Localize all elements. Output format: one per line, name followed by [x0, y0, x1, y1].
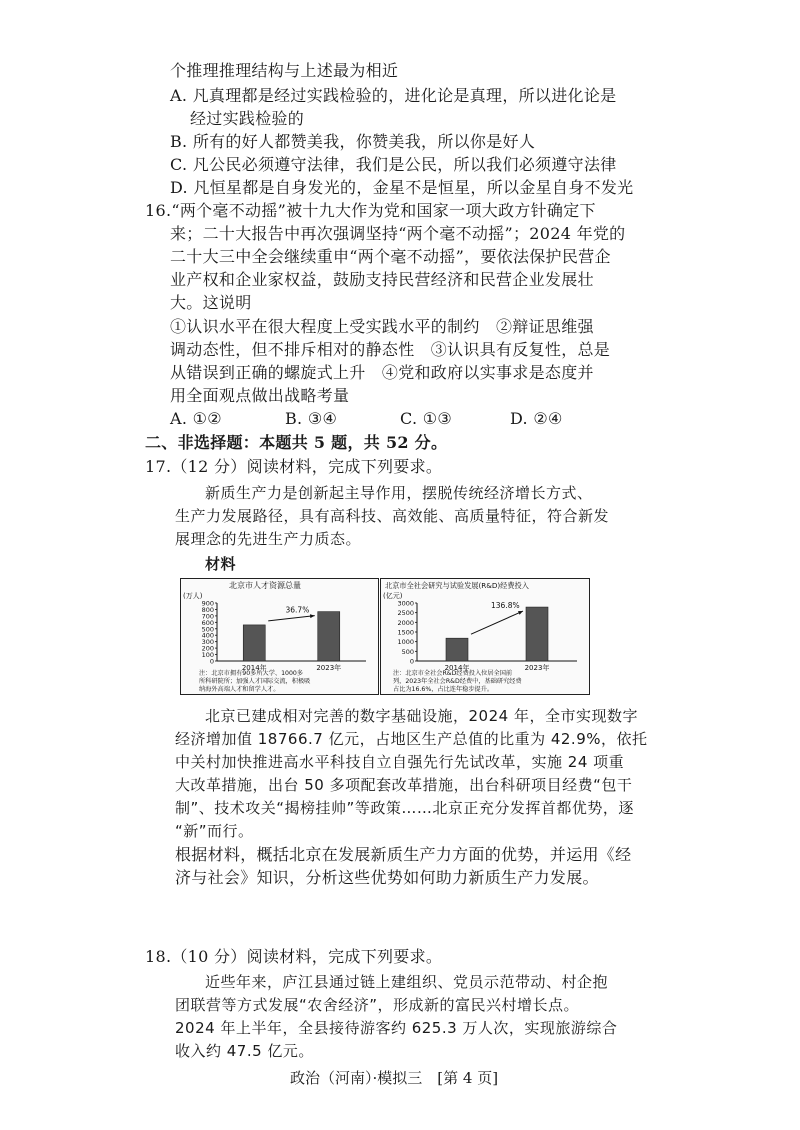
- chart-note: 注：北京市全社会R&D经费投入位居全国前: [393, 670, 513, 677]
- q18-body: 2024 年上半年，全县接待游客约 625.3 万人次，实现旅游综合: [175, 1019, 618, 1037]
- material-label: 材料: [205, 555, 237, 573]
- y-tick-label: 500: [401, 647, 414, 656]
- y-tick-label: 2000: [397, 618, 414, 627]
- q16-line: 业产权和企业家权益，鼓励支持民营经济和民营企业发展壮: [170, 270, 594, 289]
- q15-option-b: B. 所有的好人都赞美我，你赞美我，所以你是好人: [170, 132, 536, 151]
- page-footer: 政治（河南）·模拟三 [第 4 页]: [290, 1069, 499, 1087]
- q17-task: 济与社会》知识，分析这些优势如何助力新质生产力发展。: [175, 868, 599, 887]
- y-tick-label: 900: [201, 599, 214, 608]
- bar: [243, 625, 265, 661]
- bar: [446, 638, 468, 661]
- chart-note: 占比为16.6%，占比连年稳步提升。: [393, 686, 494, 693]
- q16-line: 用全面观点做出战略考量: [170, 386, 350, 405]
- chart-rd-svg: [381, 579, 589, 694]
- q16-line: 大。这说明: [170, 293, 252, 312]
- q15-option-a: A. 凡真理都是经过实践检验的，进化论是真理，所以进化论是: [170, 86, 617, 105]
- growth-arrow: [471, 611, 523, 634]
- chart-talent: [180, 578, 379, 695]
- q16-line: 16.“两个毫不动摇”被十九大作为党和国家一项大政方针确定下: [145, 201, 596, 220]
- x-tick-label: 2014年: [241, 664, 267, 672]
- chart-note: 纳海外高端人才和留学人才。: [199, 686, 280, 693]
- q17-body: 经济增加值 18766.7 亿元，占地区生产总值的比重为 42.9%，依托: [175, 730, 648, 748]
- q17-intro: 生产力发展路径，具有高科技、高效能、高质量特征，符合新发: [175, 507, 610, 525]
- q16-line: 二十大三中全会继续重申“两个毫不动摇”，要依法保护民营企: [170, 247, 611, 266]
- y-tick-label: 400: [201, 631, 214, 640]
- y-tick-label: 0: [409, 657, 414, 666]
- q17-body: 北京已建成相对完善的数字基础设施，2024 年，全市实现数字: [205, 707, 638, 725]
- y-tick-label: 3000: [397, 599, 414, 608]
- chart-note: 注：北京市拥有90多所大学、1000多: [199, 670, 304, 677]
- x-tick-label: 2023年: [524, 664, 550, 672]
- q16-line: 来；二十大报告中再次强调坚持“两个毫不动摇”；2024 年党的: [170, 224, 626, 243]
- q17-heading: 17.（12 分）阅读材料，完成下列要求。: [145, 457, 443, 476]
- y-tick-label: 600: [201, 618, 214, 627]
- q18-body: 收入约 47.5 亿元。: [175, 1042, 314, 1060]
- y-axis-label: (亿元): [383, 592, 403, 600]
- bar: [318, 612, 340, 661]
- x-tick-label: 2023年: [316, 664, 342, 672]
- q17-body: 中关村加快推进高水平科技自立自强先行先试改革，实施 24 项重: [175, 753, 625, 771]
- q16-choice-d: D. ②④: [510, 409, 563, 428]
- y-tick-label: 300: [201, 638, 214, 647]
- chart-rd: [380, 578, 590, 695]
- y-tick-label: 1000: [397, 638, 414, 647]
- q16-choice-a: A. ①②: [170, 409, 222, 428]
- q16-line: 从错误到正确的螺旋式上升 ④党和政府以实事求是态度并: [170, 363, 594, 382]
- y-tick-label: 700: [201, 612, 214, 621]
- q18-body: 团联营等方式发展“农舍经济”，形成新的富民兴村增长点。: [175, 996, 580, 1014]
- growth-arrow: [268, 616, 315, 621]
- y-tick-label: 200: [201, 644, 214, 653]
- chart-talent-svg: [181, 579, 378, 694]
- q15-option-d: D. 凡恒星都是自身发光的，金星不是恒星，所以金星自身不发光: [170, 178, 634, 197]
- q17-body: 大改革措施，出台 50 多项配套改革措施，出台科研项目经费“包干: [175, 776, 633, 794]
- q17-intro: 展理念的先进生产力质态。: [175, 530, 362, 548]
- growth-annotation: 36.7%: [285, 605, 310, 615]
- q16-choice-c: C. ①③: [400, 409, 453, 428]
- y-tick-label: 2500: [397, 609, 414, 618]
- y-tick-label: 0: [209, 657, 214, 666]
- y-tick-label: 500: [201, 625, 214, 634]
- q18-heading: 18.（10 分）阅读材料，完成下列要求。: [145, 947, 443, 966]
- chart-title: 北京市人才资源总量: [229, 581, 301, 590]
- q17-body: 制”、技术攻关“揭榜挂帅”等政策……北京正充分发挥首都优势，逐: [175, 799, 634, 817]
- chart-note: 列，2023年全社会R&D经费中，基础研究经费: [393, 678, 522, 685]
- growth-annotation: 136.8%: [491, 601, 520, 611]
- q16-line: ①认识水平在很大程度上受实践水平的制约 ②辩证思维强: [170, 317, 594, 336]
- y-tick-label: 100: [201, 651, 214, 660]
- bar: [526, 607, 548, 661]
- q16-line: 调动态性，但不排斥相对的静态性 ③认识具有反复性，总是: [170, 340, 611, 359]
- q17-body: “新”而行。: [175, 822, 254, 840]
- q17-intro: 新质生产力是创新起主导作用，摆脱传统经济增长方式、: [205, 484, 593, 502]
- x-tick-label: 2014年: [444, 664, 470, 672]
- q18-body: 近些年来，庐江县通过链上建组织、党员示范带动、村企抱: [205, 973, 609, 991]
- q15-tail: 个推理推理结构与上述最为相近: [170, 61, 399, 80]
- q16-choice-b: B. ③④: [285, 409, 338, 428]
- section-heading: 二、非选择题：本题共 5 题，共 52 分。: [145, 433, 448, 452]
- y-tick-label: 800: [201, 605, 214, 614]
- q15-option-a-cont: 经过实践检验的: [190, 109, 305, 128]
- chart-note: 所科研院所；加强人才国际交流，积极吸: [199, 678, 311, 685]
- q17-task: 根据材料，概括北京在发展新质生产力方面的优势，并运用《经: [175, 845, 632, 864]
- chart-title: 北京市全社会研究与试验发展(R&D)经费投入: [385, 581, 529, 590]
- y-tick-label: 1500: [397, 628, 414, 637]
- q15-option-c: C. 凡公民必须遵守法律，我们是公民，所以我们必须遵守法律: [170, 155, 617, 174]
- y-axis-label: (万人): [183, 592, 203, 600]
